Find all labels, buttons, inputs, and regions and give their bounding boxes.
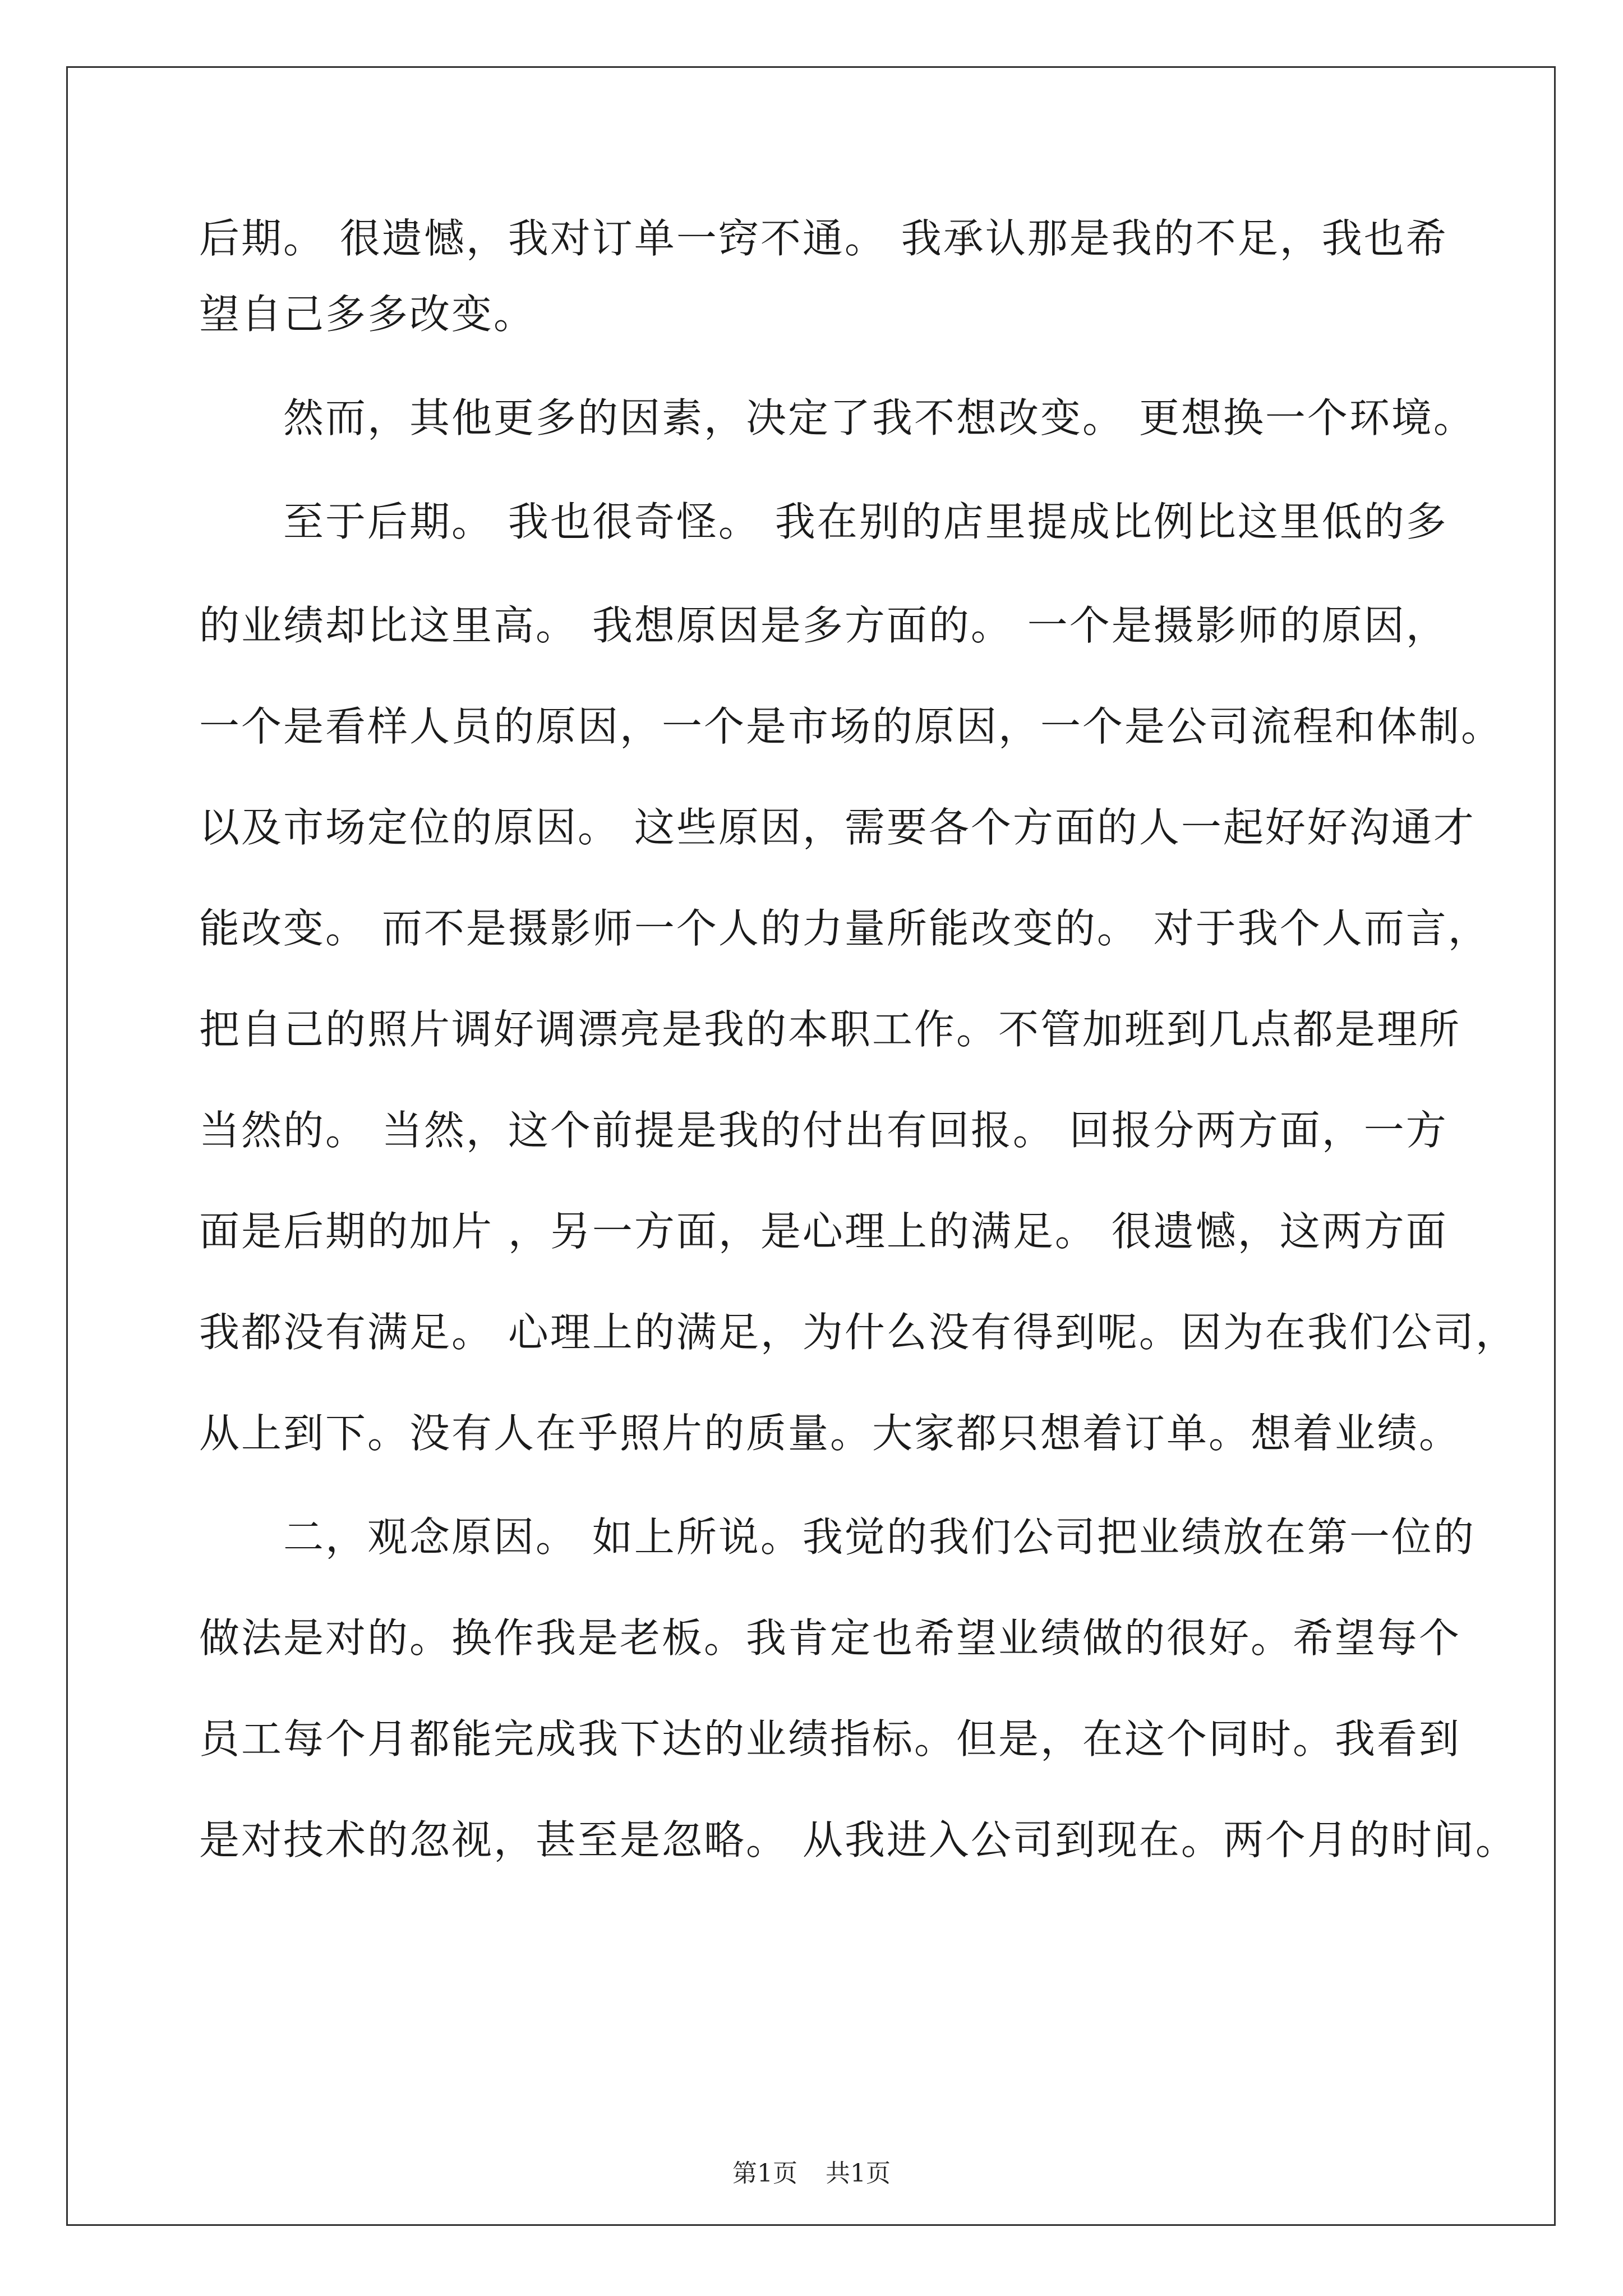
text-line: 一个是看样人员的原因，一个是市场的原因，一个是公司流程和体制。 [199,703,1504,750]
text-line: 从上到下。没有人在乎照片的质量。大家都只想着订单。想着业绩。 [199,1410,1461,1457]
text-line: 是对技术的忽视，甚至是忽略。 从我进入公司到现在。两个月的时间。 [199,1816,1518,1864]
text-line: 做法是对的。换作我是老板。我肯定也希望业绩做的很好。希望每个 [199,1614,1461,1662]
text-line: 当然的。 当然，这个前提是我的付出有回报。 回报分两方面，一方 [199,1107,1448,1154]
text-line: 我都没有满足。 心理上的满足，为什么没有得到呢。因为在我们公司， [199,1309,1518,1356]
text-line: 望自己多多改变。 [199,291,536,338]
page-total: 共1页 [826,2159,891,2188]
page-number: 第1页 [732,2159,797,2188]
text-line: 员工每个月都能完成我下达的业绩指标。但是，在这个同时。我看到 [199,1715,1461,1763]
text-line: 后期。 很遗憾，我对订单一窍不通。 我承认那是我的不足，我也希 [199,215,1448,262]
text-line: 面是后期的加片 ，另一方面，是心理上的满足。 很遗憾，这两方面 [199,1208,1448,1255]
text-line: 然而，其他更多的因素，决定了我不想改变。 更想换一个环境。 [283,394,1476,441]
text-line: 至于后期。 我也很奇怪。 我在别的店里提成比例比这里低的多 [283,498,1448,545]
page-footer [0,2157,1623,2191]
text-line: 以及市场定位的原因。 这些原因，需要各个方面的人一起好好沟通才 [199,804,1476,851]
text-line: 把自己的照片调好调漂亮是我的本职工作。不管加班到几点都是理所 [199,1006,1461,1053]
text-line: 能改变。 而不是摄影师一个人的力量所能改变的。 对于我个人而言， [199,905,1490,952]
text-line: 二，观念原因。 如上所说。我觉的我们公司把业绩放在第一位的 [283,1513,1476,1561]
text-line: 的业绩却比这里高。 我想原因是多方面的。 一个是摄影师的原因， [199,602,1448,649]
